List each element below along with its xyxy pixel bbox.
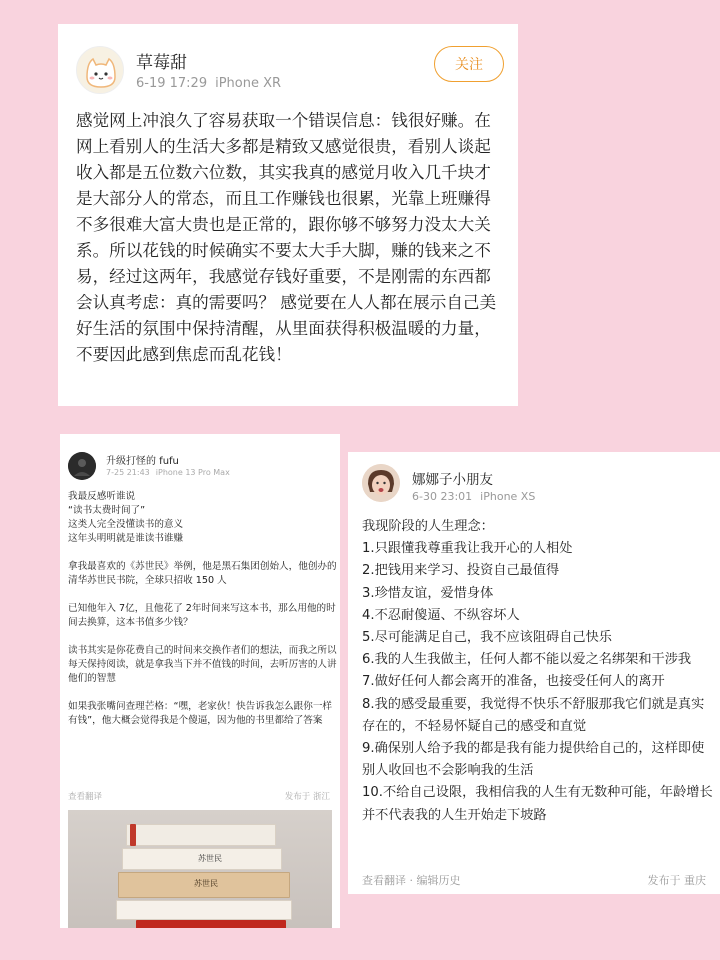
post-content: 感觉网上冲浪久了容易获取一个错误信息：钱很好赚。在网上看别人的生活大多都是精致又感觉很贵，看别人谈起收入都是五位数六位数，其实我真的感觉月收入几千块才是大部分人的常态，而且工作赚钱也很累，光靠上班赚得不多很难大富大贵也是正常的，跟你够不够努力没太大关系。所以花钱的时候确实不要太大手大脚，赚的钱来之不易，经过这两年，我感觉存钱好重要，不是刚需的东西都会认真考虑：真的需要吗？ 感觉要在人人都在展示自己美好生活的氛围中保持清醒，从里面获得积极温暖的力量，不要因此感到焦虑而乱花钱！ <box>76 111 497 364</box>
post-card-1 <box>58 24 518 406</box>
post-content <box>68 490 338 742</box>
paragraph: 已知他年入 7亿，且他花了 2年时间来写这本书，那么用他的时间去换算，这本书值多少钱？ <box>68 603 336 628</box>
book <box>116 900 292 920</box>
line: 我现阶段的人生理念： <box>362 519 494 534</box>
girl-photo-avatar-icon <box>362 464 400 502</box>
post-device: iPhone XR <box>215 76 282 91</box>
post-card-3 <box>348 452 720 894</box>
avatar[interactable] <box>68 452 96 480</box>
post-meta <box>106 468 230 477</box>
line: 9.确保别人给予我的都是我有能力提供给自己的，这样即使别人收回也不会影响我的生活 <box>362 741 705 779</box>
line: 3.珍惜友谊，爱惜身体 <box>362 585 494 601</box>
post-date: 6-19 17:29 <box>136 76 208 91</box>
line: 7.做好任何人都会离开的准备，也接受任何人的离开 <box>362 674 665 690</box>
line: 10.不给自己设限，我相信我的人生有无数种可能，年龄增长并不代表我的人生开始走下坡路 <box>362 785 713 823</box>
avatar[interactable] <box>76 46 124 94</box>
post-card-2 <box>60 434 340 928</box>
line: 6.我的人生我做主，任何人都不能以爱之名绑架和干涉我 <box>362 652 692 668</box>
book-title: 苏世民 <box>194 879 218 888</box>
username[interactable]: 升级打怪的 fufu <box>106 456 179 467</box>
line: 4.不忍耐傻逼、不纵容坏人 <box>362 607 520 623</box>
line: 2.把钱用来学习、投资自己最值得 <box>362 563 560 579</box>
avatar[interactable] <box>362 464 400 502</box>
post-location: 发布于 浙江 <box>284 792 330 802</box>
dark-photo-avatar-icon <box>68 452 96 480</box>
post-date: 7-25 21:43 <box>106 468 150 477</box>
translate-edit-links[interactable]: 查看翻译 · 编辑历史 <box>362 874 461 887</box>
post-device: iPhone XS <box>480 490 536 503</box>
book <box>130 824 136 846</box>
translate-link[interactable]: 查看翻译 <box>68 792 103 802</box>
post-device: iPhone 13 Pro Max <box>155 468 230 477</box>
paragraph: 我最反感听谁说 “读书太费时间了” 这类人完全没懂读书的意义 这年头明明就是谁读书谁赚 <box>68 491 184 544</box>
post-content <box>362 516 714 827</box>
post-footer <box>68 790 330 802</box>
book <box>126 824 276 846</box>
book-title: 苏世民 <box>198 854 222 863</box>
username[interactable]: 草莓甜 <box>136 53 187 73</box>
post-date: 6-30 23:01 <box>412 490 473 503</box>
line: 8.我的感受最重要，我觉得不快乐不舒服那我它们就是真实存在的，不轻易怀疑自己的感受和直觉 <box>362 696 705 734</box>
cat-avatar-icon <box>77 47 124 94</box>
post-location: 发布于 重庆 <box>647 874 706 887</box>
post-meta <box>412 490 535 503</box>
paragraph: 拿我最喜欢的《苏世民》举例，他是黑石集团创始人，他创办的清华苏世民书院，全球只招收 150 人 <box>68 561 337 586</box>
line: 5.尽可能满足自己，我不应该阻碍自己快乐 <box>362 630 612 646</box>
paragraph: 如果我张嘴问查理芒格：“嘿，老家伙！快告诉我怎么跟你一样有钱”，他大概会觉得我是个傻逼，因为他的书里都给了答案 <box>68 701 333 726</box>
post-footer <box>362 872 706 888</box>
book <box>136 920 286 928</box>
line: 1.只跟懂我尊重我让我开心的人相处 <box>362 541 573 557</box>
books-photo[interactable] <box>68 810 332 928</box>
follow-button[interactable]: 关注 <box>434 46 504 82</box>
paragraph: 读书其实是你花费自己的时间来交换作者们的想法，而我之所以每天保持阅读，就是拿我当下并不值钱的时间，去听厉害的人讲他们的智慧 <box>68 645 337 684</box>
post-meta <box>136 76 281 91</box>
username[interactable]: 娜娜子小朋友 <box>412 472 493 488</box>
